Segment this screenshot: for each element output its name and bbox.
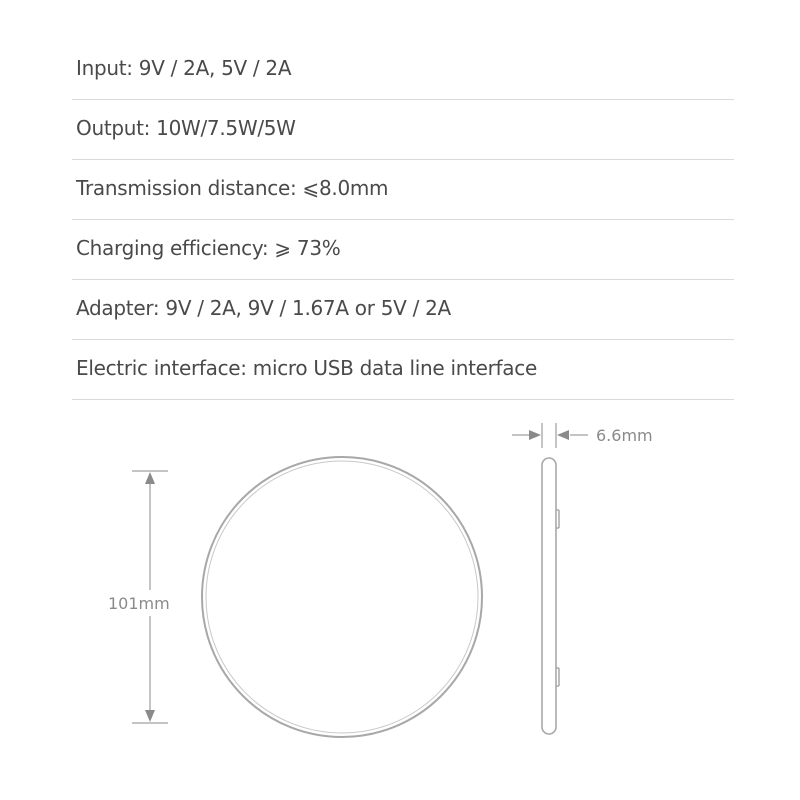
spec-adapter-text: Adapter: 9V / 2A, 9V / 1.67A or 5V / 2A xyxy=(76,296,451,320)
thickness-dimension xyxy=(512,423,588,448)
thickness-right-arrow-icon xyxy=(529,430,541,440)
diameter-up-arrow-icon xyxy=(145,472,155,484)
spec-transmission-distance-text: Transmission distance: ⩽8.0mm xyxy=(76,176,389,200)
spec-electric-interface-text: Electric interface: micro USB data line interface xyxy=(76,356,537,380)
spec-input-text: Input: 9V / 2A, 5V / 2A xyxy=(76,56,292,80)
charger-inner-ring xyxy=(206,461,478,733)
charger-outer-ring xyxy=(202,457,482,737)
charger-top-view xyxy=(202,457,482,737)
spec-output-text: Output: 10W/7.5W/5W xyxy=(76,116,296,140)
charger-side-view xyxy=(542,458,559,734)
thickness-label: 6.6mm xyxy=(596,426,653,445)
charger-side-body xyxy=(542,458,556,734)
diameter-label: 101mm xyxy=(108,594,170,613)
thickness-left-arrow-icon xyxy=(557,430,569,440)
spec-charging-efficiency-text: Charging efficiency: ⩾ 73% xyxy=(76,236,341,260)
diameter-down-arrow-icon xyxy=(145,710,155,722)
